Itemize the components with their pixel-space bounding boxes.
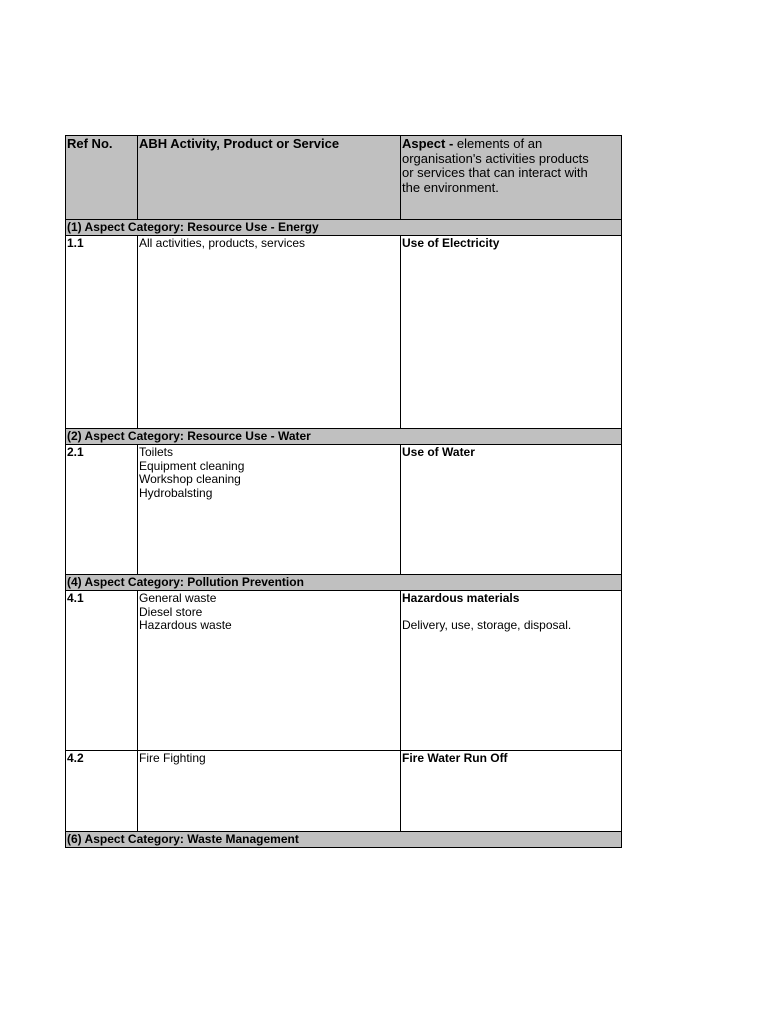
category-label: (6) Aspect Category: Waste Management [66, 832, 622, 848]
aspects-register-table [65, 135, 622, 848]
aspect-cell: Fire Water Run Off [401, 751, 622, 832]
aspect-cell: Hazardous materials Delivery, use, storage, disposal. [401, 591, 622, 751]
category-row-energy [66, 220, 622, 236]
ref-cell: 4.1 [66, 591, 138, 751]
ref-cell: 2.1 [66, 445, 138, 575]
header-aspect-label: Aspect - [402, 136, 454, 151]
activity-cell: Toilets Equipment cleaning Workshop cleaning Hydrobalsting [138, 445, 401, 575]
ref-cell: 4.2 [66, 751, 138, 832]
category-label: (1) Aspect Category: Resource Use - Energy [66, 220, 622, 236]
activity-cell: General waste Diesel store Hazardous waste [138, 591, 401, 751]
table-header-row [66, 136, 622, 220]
table-row [66, 591, 622, 751]
table-row [66, 445, 622, 575]
category-row-waste [66, 832, 622, 848]
ref-cell: 1.1 [66, 236, 138, 429]
header-aspect: Aspect - elements of an organisation's activities products or services that can interact with the environment. [401, 136, 622, 220]
activity-cell: All activities, products, services [138, 236, 401, 429]
aspect-cell: Use of Electricity [401, 236, 622, 429]
category-row-pollution [66, 575, 622, 591]
activity-cell: Fire Fighting [138, 751, 401, 832]
table-row [66, 236, 622, 429]
category-label: (4) Aspect Category: Pollution Prevention [66, 575, 622, 591]
category-label: (2) Aspect Category: Resource Use - Water [66, 429, 622, 445]
category-row-water [66, 429, 622, 445]
aspect-cell: Use of Water [401, 445, 622, 575]
header-ref-no: Ref No. [66, 136, 138, 220]
header-activity: ABH Activity, Product or Service [138, 136, 401, 220]
table-row [66, 751, 622, 832]
